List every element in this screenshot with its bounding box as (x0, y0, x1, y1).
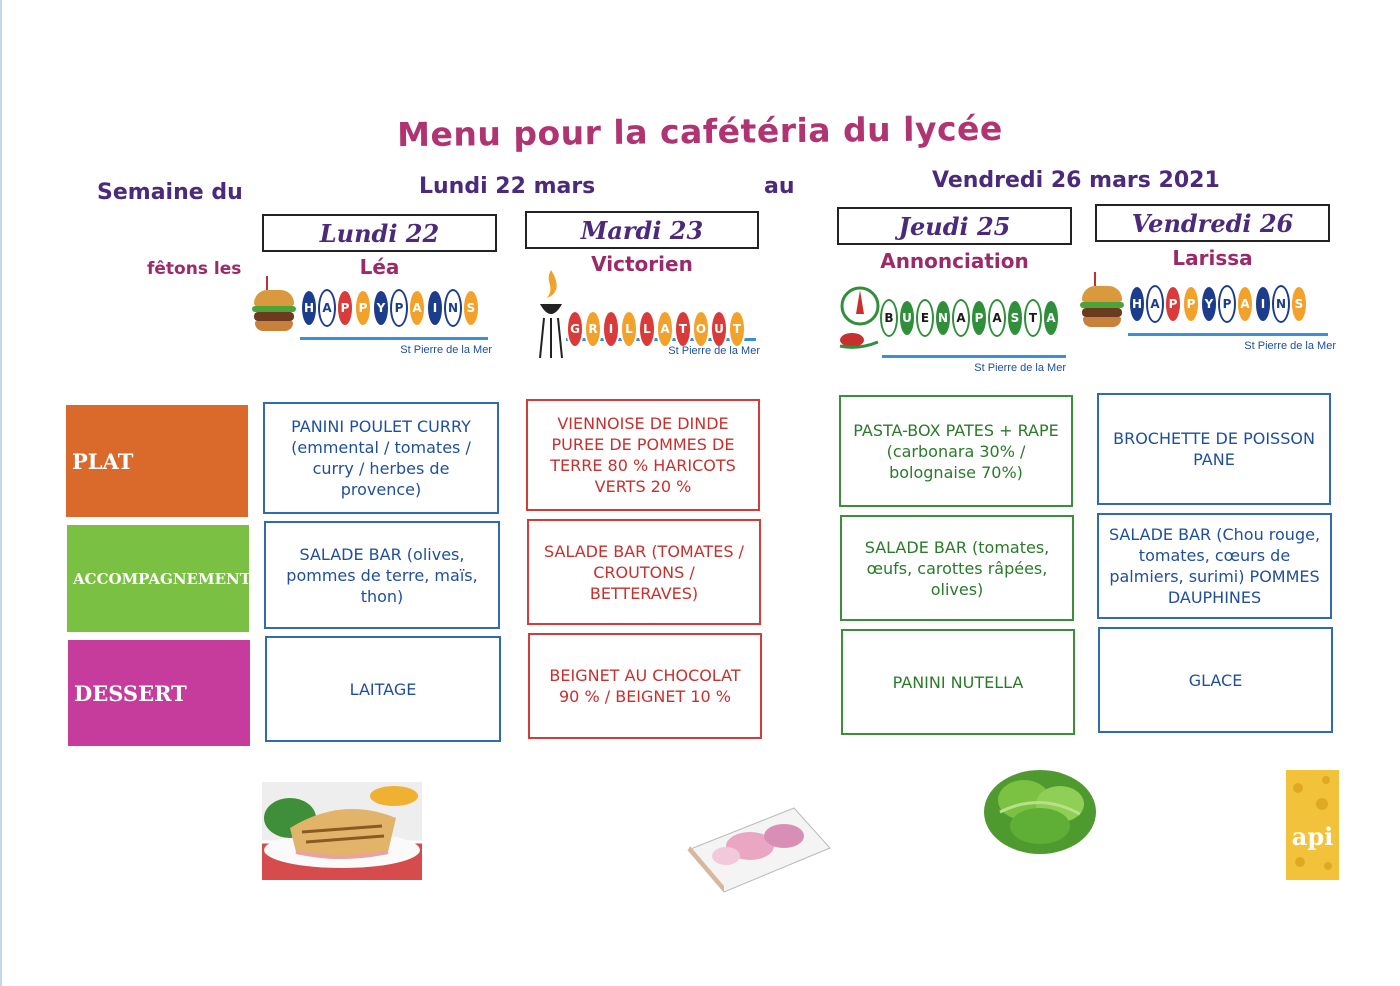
row-label-dessert: DESSERT (68, 640, 250, 746)
api-logo (1286, 770, 1339, 880)
logo-subtitle: St Pierre de la Mer (974, 362, 1066, 374)
logo-letter: P (354, 289, 372, 327)
menu-cell-dessert-monday: LAITAGE (265, 636, 501, 742)
logo-letters (300, 289, 480, 327)
logo-letter: N (1272, 285, 1290, 323)
menu-cell-accompagnement-friday: SALADE BAR (Chou rouge, tomates, cœurs de palmiers, surimi) POMMES DAUPHINES (1097, 513, 1332, 619)
logo-letter: N (444, 289, 462, 327)
logo-letter: S (1006, 299, 1024, 337)
row-label-plat: PLAT (66, 405, 248, 517)
menu-cell-plat-tuesday: VIENNOISE DE DINDE PUREE DE POMMES DE TERRE 80 % HARICOTS VERTS 20 % (526, 399, 760, 511)
logo-subtitle: St Pierre de la Mer (400, 344, 492, 356)
logo-letter: A (952, 299, 970, 337)
saint-tuesday: Victorien (591, 252, 693, 276)
logo-subtitle: St Pierre de la Mer (1244, 340, 1336, 352)
page-title: Menu pour la cafétéria du lycée (396, 108, 1004, 155)
logo-letter: I (602, 310, 620, 348)
week-start: Lundi 22 mars (419, 174, 596, 199)
grill-icon (538, 268, 564, 360)
panini-image (262, 782, 422, 880)
logo-letter: I (426, 289, 444, 327)
logo-letter: T (674, 310, 692, 348)
logo-buenapasta-thursday (838, 284, 1066, 374)
logo-letter: N (934, 299, 952, 337)
logo-grillatout-tuesday (538, 268, 760, 357)
logo-letter: A (988, 299, 1006, 337)
logo-letter: T (728, 310, 746, 348)
menu-cell-accompagnement-thursday: SALADE BAR (tomates, œufs, carottes râpées, olives) (840, 515, 1074, 621)
logo-letter: S (1290, 285, 1308, 323)
menu-cell-plat-monday: PANINI POULET CURRY (emmental / tomates / curry / herbes de provence) (263, 402, 499, 514)
burger-icon (1080, 278, 1124, 330)
row-label-accompagnement: ACCOMPAGNEMENT (67, 525, 249, 632)
logo-letters (1128, 285, 1308, 323)
week-end: Vendredi 26 mars 2021 (932, 168, 1220, 193)
api-logo-text: api (1291, 822, 1334, 851)
week-label: Semaine du (97, 180, 243, 205)
logo-subtitle: St Pierre de la Mer (668, 345, 760, 357)
menu-cell-plat-thursday: PASTA-BOX PATES + RAPE (carbonara 30% / bolognaise 70%) (839, 395, 1073, 507)
day-header-thursday: Jeudi 25 (837, 207, 1072, 245)
logo-letter: E (916, 299, 934, 337)
logo-letter: U (710, 310, 728, 348)
logo-letter: S (462, 289, 480, 327)
logo-letter: O (692, 310, 710, 348)
logo-letter: B (880, 299, 898, 337)
menu-cell-dessert-friday: GLACE (1098, 627, 1333, 733)
logo-letter: Y (372, 289, 390, 327)
logo-letters (566, 310, 746, 348)
day-header-tuesday: Mardi 23 (525, 211, 759, 249)
logo-letter: P (336, 289, 354, 327)
logo-letter: H (1128, 285, 1146, 323)
menu-cell-accompagnement-monday: SALADE BAR (olives, pommes de terre, maïs, thon) (264, 521, 500, 629)
chef-icon (838, 284, 880, 352)
logo-letter: G (566, 310, 584, 348)
logo-letter: T (1024, 299, 1042, 337)
logo-happypains-monday (252, 282, 492, 356)
logo-letter: P (1218, 285, 1236, 323)
menu-cell-dessert-thursday: PANINI NUTELLA (841, 629, 1075, 735)
logo-letter: A (656, 310, 674, 348)
logo-letter: I (1254, 285, 1272, 323)
logo-letter: A (408, 289, 426, 327)
logo-happypains-friday (1080, 278, 1336, 352)
day-header-friday: Vendredi 26 (1095, 204, 1330, 242)
fetons-label: fêtons les (147, 259, 242, 279)
logo-letter: R (584, 310, 602, 348)
logo-letter: P (390, 289, 408, 327)
logo-letter: L (620, 310, 638, 348)
burger-icon (252, 282, 296, 334)
lettuce-image (980, 762, 1100, 858)
saint-monday: Léa (359, 255, 400, 279)
logo-letter: A (318, 289, 336, 327)
saint-thursday: Annonciation (880, 249, 1029, 273)
logo-letter: U (898, 299, 916, 337)
logo-letters (880, 299, 1060, 337)
logo-letter: P (970, 299, 988, 337)
logo-letter: H (300, 289, 318, 327)
menu-cell-accompagnement-tuesday: SALADE BAR (TOMATES / CROUTONS / BETTERAVES) (527, 519, 761, 625)
menu-cell-dessert-tuesday: BEIGNET AU CHOCOLAT 90 % / BEIGNET 10 % (528, 633, 762, 739)
logo-letter: P (1182, 285, 1200, 323)
logo-letter: A (1236, 285, 1254, 323)
logo-letter: P (1164, 285, 1182, 323)
menu-cell-plat-friday: BROCHETTE DE POISSON PANE (1097, 393, 1331, 505)
day-header-monday: Lundi 22 (262, 214, 497, 252)
logo-letter: L (638, 310, 656, 348)
saint-friday: Larissa (1172, 246, 1253, 270)
logo-letter: A (1042, 299, 1060, 337)
week-connector: au (764, 174, 795, 199)
logo-letter: A (1146, 285, 1164, 323)
logo-letter: Y (1200, 285, 1218, 323)
yogurt-image (684, 804, 834, 894)
